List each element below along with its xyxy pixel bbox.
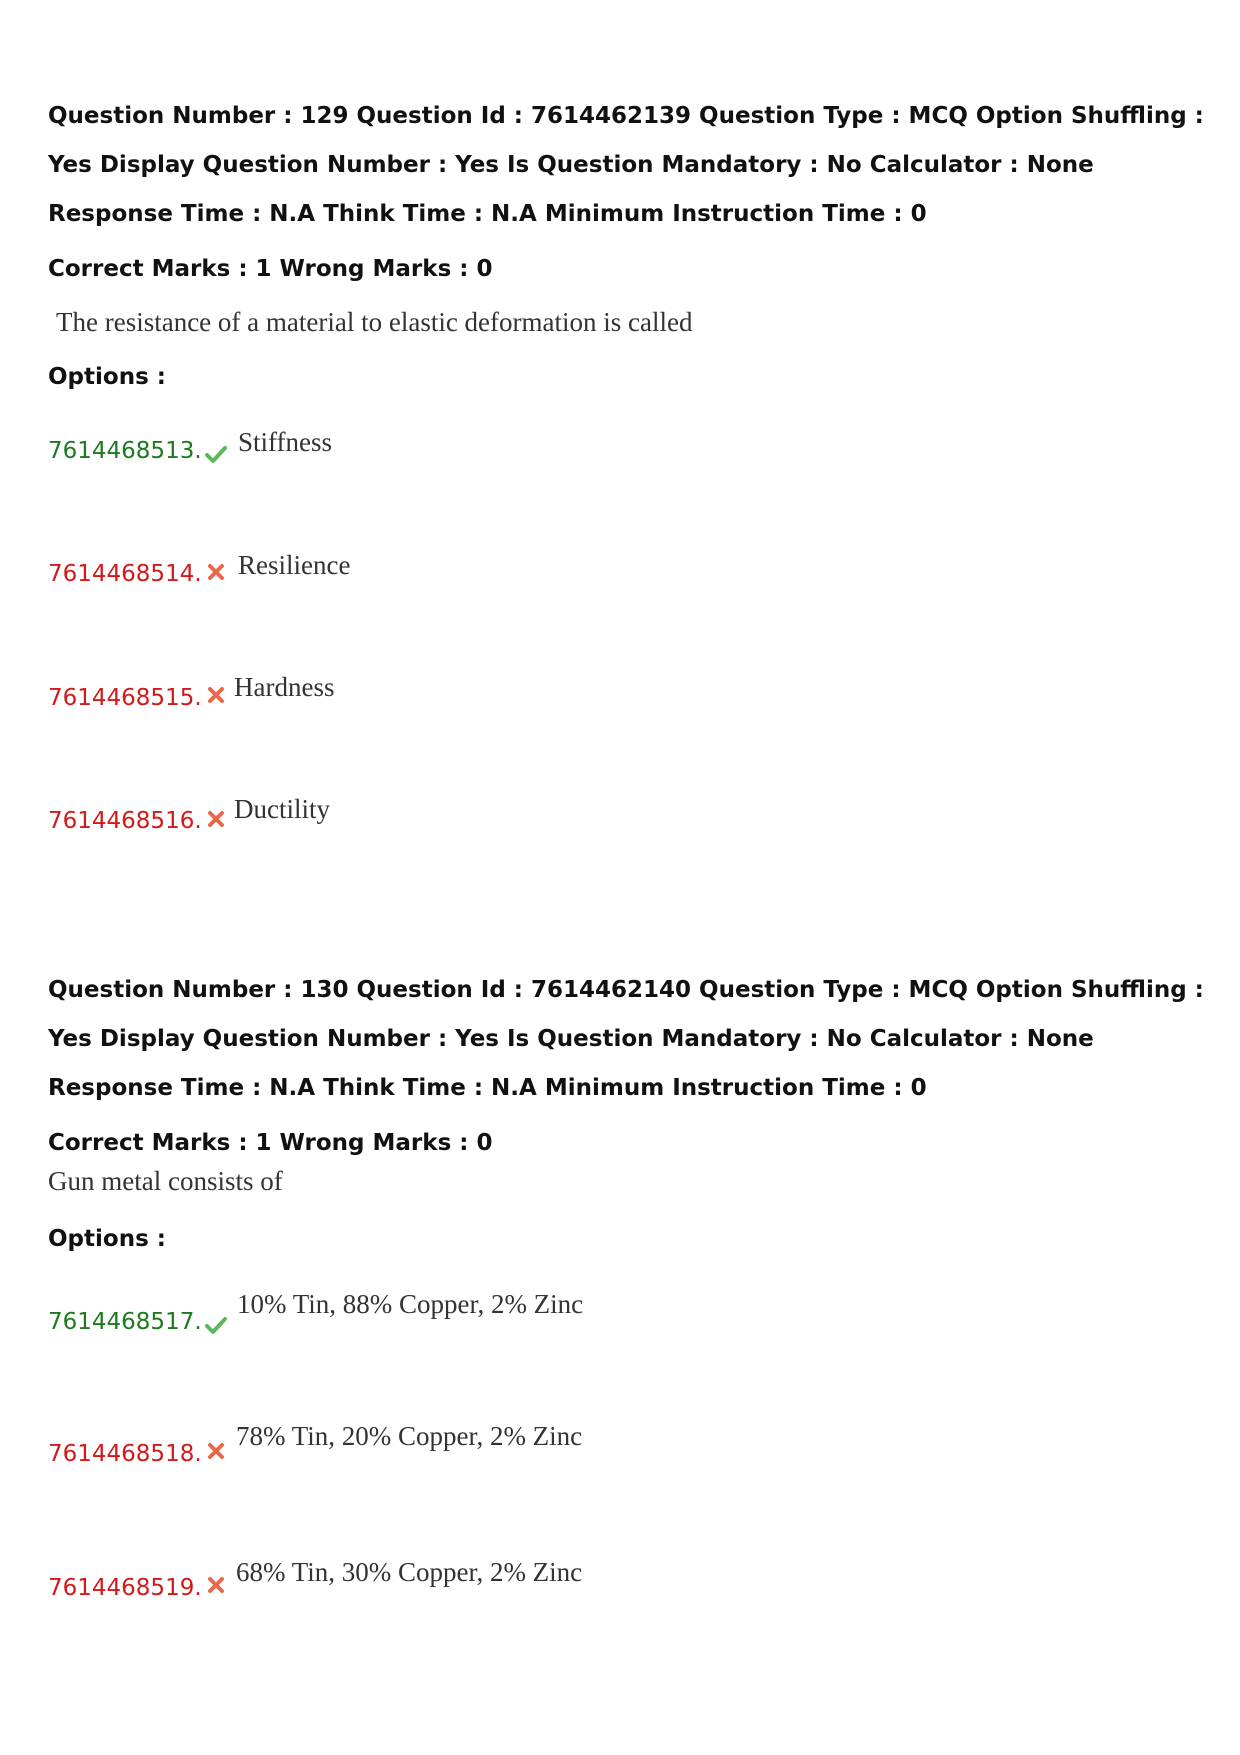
cross-icon — [205, 808, 227, 830]
option-id: 7614468513. — [48, 438, 202, 464]
option-text: Resilience — [238, 550, 351, 580]
option-text: Ductility — [234, 794, 330, 824]
cross-icon — [205, 1440, 227, 1462]
option-id: 7614468519. — [48, 1575, 202, 1601]
options-label: Options : — [48, 1226, 166, 1252]
question-marks: Correct Marks : 1 Wrong Marks : 0 — [48, 256, 493, 282]
option-text: 10% Tin, 88% Copper, 2% Zinc — [237, 1289, 584, 1319]
question-text: Gun metal consists of — [48, 1166, 283, 1196]
question-marks: Correct Marks : 1 Wrong Marks : 0 — [48, 1130, 493, 1156]
option-id: 7614468515. — [48, 685, 202, 711]
option-id: 7614468518. — [48, 1441, 202, 1467]
question-meta: Question Number : 130 Question Id : 7614462140 Question Type : MCQ Option Shuffling : Yes Display Question Number : Yes Is Question Mandatory : No Calculator : None Response Time : N.A Think Time : N.A Minimum Instruction Time : 0 — [48, 977, 1204, 1101]
options-label: Options : — [48, 364, 166, 390]
option-text: Hardness — [234, 672, 335, 702]
option-text: Stiffness — [238, 427, 333, 457]
option-id: 7614468516. — [48, 808, 202, 834]
option-id: 7614468517. — [48, 1309, 202, 1335]
cross-icon — [205, 561, 227, 583]
option-text: 68% Tin, 30% Copper, 2% Zinc — [236, 1557, 583, 1587]
question-meta: Question Number : 129 Question Id : 7614462139 Question Type : MCQ Option Shuffling : Yes Display Question Number : Yes Is Question Mandatory : No Calculator : None Response Time : N.A Think Time : N.A Minimum Instruction Time : 0 — [48, 103, 1204, 227]
cross-icon — [205, 1574, 227, 1596]
check-icon — [205, 1314, 227, 1336]
option-text: 78% Tin, 20% Copper, 2% Zinc — [236, 1421, 583, 1451]
check-icon — [205, 443, 227, 465]
option-id: 7614468514. — [48, 561, 202, 587]
question-text: The resistance of a material to elastic deformation is called — [56, 307, 693, 337]
cross-icon — [205, 684, 227, 706]
